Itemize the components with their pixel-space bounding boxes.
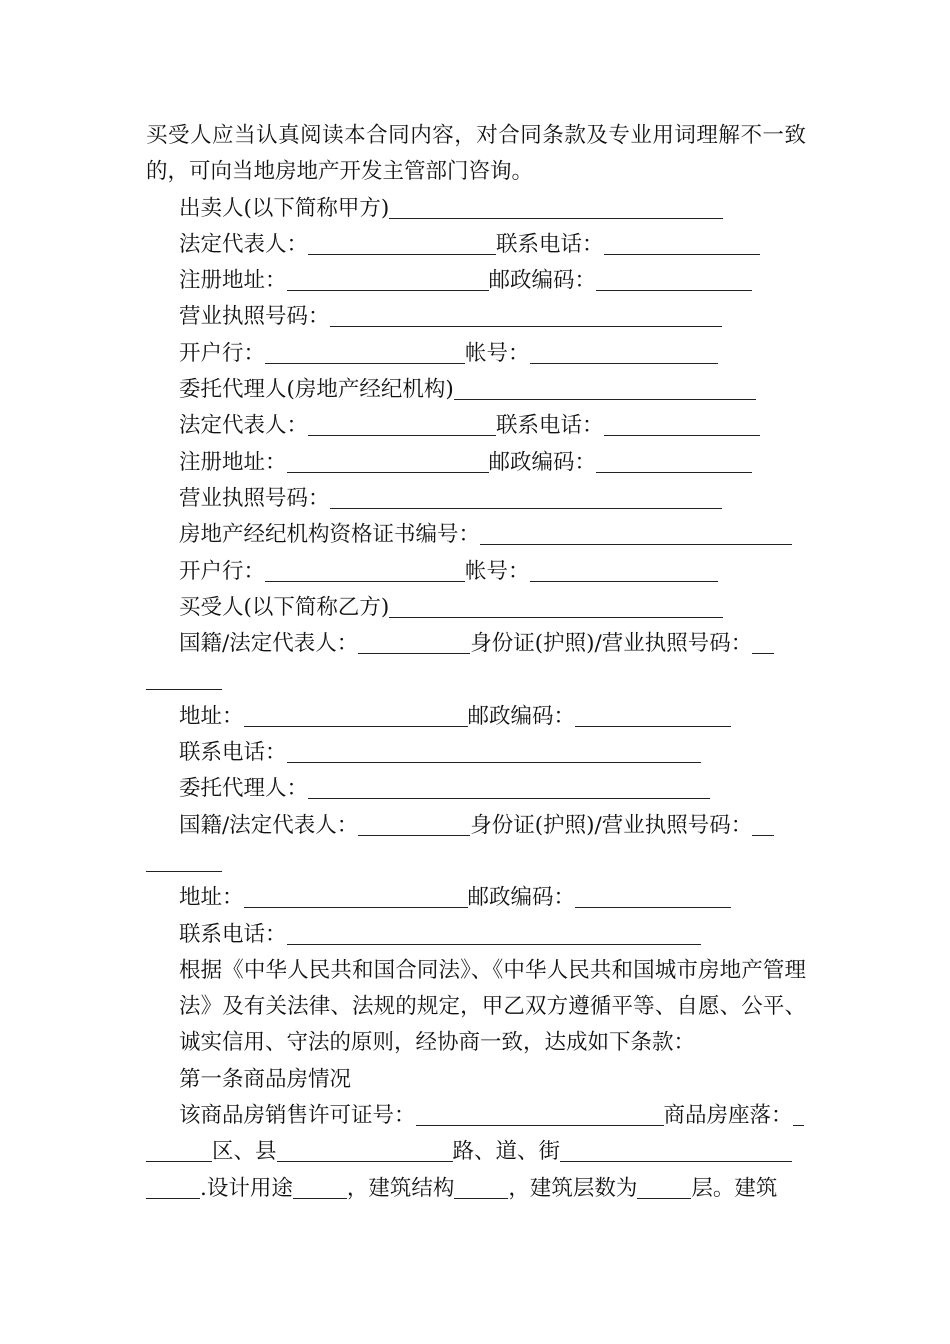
- label: 邮政编码：: [467, 703, 576, 729]
- label: 邮政编码：: [467, 885, 576, 911]
- proxy-phone-blank[interactable]: [287, 921, 701, 945]
- label: 联系电话：: [179, 740, 287, 766]
- label: 法定代表人：: [179, 413, 309, 439]
- label: ，建筑层数为: [508, 1175, 638, 1201]
- buyer-name-blank[interactable]: [389, 594, 723, 618]
- label: 帐号：: [465, 558, 530, 584]
- article1-title: 第一条商品房情况: [179, 1066, 352, 1092]
- agent-phone-blank[interactable]: [604, 413, 760, 437]
- intro-paragraph: 买受人应当认真阅读本合同内容，对合同条款及专业用词理解不一致的，可向当地房地产开发主管部门咨询。: [146, 123, 806, 185]
- agent-bank-line: [146, 554, 806, 590]
- agent-title-line: [146, 372, 806, 408]
- label: 帐号：: [465, 340, 530, 366]
- agent-account-blank[interactable]: [530, 558, 718, 582]
- label: 法定代表人：: [179, 231, 309, 257]
- road-blank-cont[interactable]: [146, 1175, 200, 1199]
- agent-name-blank[interactable]: [454, 377, 756, 401]
- seller-license-blank[interactable]: [330, 304, 722, 328]
- label: 营业执照号码：: [179, 485, 330, 511]
- proxy-id-continuation: [146, 844, 806, 880]
- floors-blank[interactable]: [637, 1175, 691, 1199]
- label: 国籍/法定代表人：: [179, 812, 359, 838]
- label: 身份证(护照)/营业执照号码：: [470, 812, 753, 838]
- label: 邮政编码：: [488, 268, 597, 294]
- label: 联系电话：: [179, 921, 287, 947]
- agent-cert-blank[interactable]: [480, 522, 792, 546]
- seller-address-blank[interactable]: [287, 268, 489, 292]
- seller-rep-blank[interactable]: [308, 231, 496, 255]
- buyer-address2-line: [146, 880, 806, 916]
- agent-title: 委托代理人(房地产经纪机构): [179, 377, 454, 403]
- label: 商品房座落：: [663, 1103, 793, 1129]
- buyer-phone-blank[interactable]: [287, 739, 701, 763]
- seller-account-blank[interactable]: [530, 340, 718, 364]
- basis-paragraph: 根据《中华人民共和国合同法》、《中华人民共和国城市房地产管理法》及有关法律、法规的规定，甲乙双方遵循平等、自愿、公平、诚实信用、守法的原则，经协商一致，达成如下条款：: [179, 957, 806, 1056]
- usage-blank[interactable]: [293, 1175, 347, 1199]
- contract-page: [146, 118, 806, 1207]
- seller-title-line: [146, 191, 806, 227]
- agent-cert-line: [146, 517, 806, 553]
- buyer-nationality-blank[interactable]: [358, 631, 470, 655]
- agent-rep-blank[interactable]: [308, 413, 496, 437]
- label: .设计用途: [200, 1175, 293, 1201]
- district-blank[interactable]: [277, 1139, 453, 1163]
- seller-phone-blank[interactable]: [604, 231, 760, 255]
- permit-line: [146, 1098, 806, 1134]
- buyer-postcode-blank[interactable]: [575, 703, 731, 727]
- road-blank[interactable]: [560, 1139, 792, 1163]
- buyer-proxy-blank[interactable]: [308, 776, 710, 800]
- structure-blank[interactable]: [454, 1175, 508, 1199]
- buyer-nationality2-line: [146, 808, 806, 844]
- agent-address-blank[interactable]: [287, 449, 489, 473]
- label: ，建筑结构: [346, 1175, 455, 1201]
- buyer-nationality-line: [146, 626, 806, 662]
- proxy-address-blank[interactable]: [244, 885, 468, 909]
- seller-address-line: [146, 263, 806, 299]
- buyer-title: 买受人(以下简称乙方): [179, 594, 390, 620]
- label: 区、县: [212, 1139, 277, 1165]
- location-line: [146, 1134, 806, 1170]
- label: 邮政编码：: [488, 449, 597, 475]
- seller-bank-line: [146, 336, 806, 372]
- seller-bank-blank[interactable]: [265, 340, 465, 364]
- label: 层。建筑: [691, 1175, 778, 1201]
- buyer-title-line: [146, 590, 806, 626]
- agent-rep-line: [146, 408, 806, 444]
- seller-rep-line: [146, 227, 806, 263]
- buyer-address-line: [146, 699, 806, 735]
- agent-address-line: [146, 445, 806, 481]
- buyer-id-blank-cont[interactable]: [146, 667, 222, 691]
- label: 地址：: [179, 703, 244, 729]
- label: 房地产经纪机构资格证书编号：: [179, 522, 481, 548]
- proxy-id-blank[interactable]: [752, 812, 774, 836]
- label: 联系电话：: [496, 231, 604, 257]
- proxy-nationality-blank[interactable]: [358, 812, 470, 836]
- location-blank[interactable]: [793, 1102, 804, 1126]
- buyer-id-blank[interactable]: [752, 631, 774, 655]
- usage-line: [146, 1171, 806, 1207]
- seller-name-blank[interactable]: [389, 195, 723, 219]
- label: 开户行：: [179, 340, 266, 366]
- label: 身份证(护照)/营业执照号码：: [470, 631, 753, 657]
- location-blank-cont[interactable]: [146, 1139, 212, 1163]
- buyer-phone-line: [146, 735, 806, 771]
- agent-license-blank[interactable]: [330, 485, 722, 509]
- seller-title: 出卖人(以下简称甲方): [179, 195, 390, 221]
- agent-postcode-blank[interactable]: [596, 449, 752, 473]
- proxy-postcode-blank[interactable]: [575, 885, 731, 909]
- seller-license-line: [146, 299, 806, 335]
- agent-license-line: [146, 481, 806, 517]
- buyer-proxy-line: [146, 771, 806, 807]
- label: 注册地址：: [179, 449, 287, 475]
- label: 国籍/法定代表人：: [179, 631, 359, 657]
- label: 注册地址：: [179, 268, 287, 294]
- label: 地址：: [179, 885, 244, 911]
- label: 路、道、街: [452, 1139, 561, 1165]
- label: 委托代理人：: [179, 776, 309, 802]
- label: 开户行：: [179, 558, 266, 584]
- buyer-address-blank[interactable]: [244, 703, 468, 727]
- buyer-id-continuation: [146, 662, 806, 698]
- label: 营业执照号码：: [179, 304, 330, 330]
- buyer-phone2-line: [146, 917, 806, 953]
- permit-blank[interactable]: [416, 1102, 664, 1126]
- proxy-id-blank-cont[interactable]: [146, 848, 222, 872]
- agent-bank-blank[interactable]: [265, 558, 465, 582]
- label: 该商品房销售许可证号：: [179, 1103, 416, 1129]
- seller-postcode-blank[interactable]: [596, 268, 752, 292]
- label: 联系电话：: [496, 413, 604, 439]
